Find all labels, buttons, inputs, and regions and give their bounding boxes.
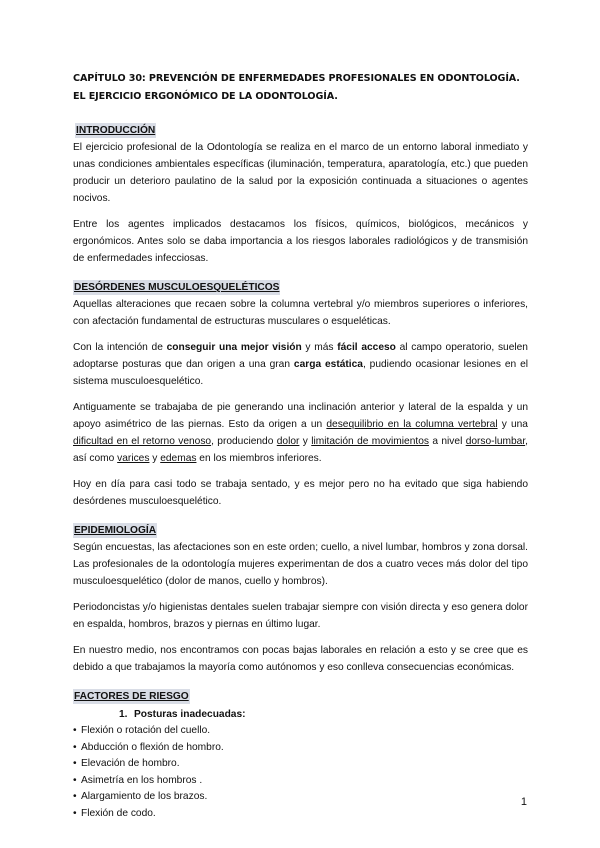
text-run: Con la intención de <box>73 342 167 353</box>
subheading-posturas <box>73 706 528 723</box>
underlined-run: dificultad en el retorno venoso <box>73 436 212 447</box>
underlined-run: edemas <box>160 453 197 464</box>
msk-paragraph-3 <box>73 399 528 467</box>
document-page <box>73 70 528 823</box>
underlined-run: limitación de movimientos <box>311 436 429 447</box>
epi-paragraph-3: En nuestro medio, nos encontramos con pocas bajas laborales en relación a esto y se cree que es debido a que trabajamos la mayoría como autónomos y eso conlleva consecuencias económicas. <box>73 645 528 673</box>
bold-run: conseguir una mejor visión <box>166 342 302 353</box>
text-run: , pudiendo ocasionar lesiones en el sistema musculoesquelético. <box>73 359 528 387</box>
text-run: , produciendo <box>211 436 277 447</box>
text-run: y <box>149 453 161 464</box>
section-factores-riesgo <box>73 688 528 823</box>
list-item: • Asimetría en los hombros . <box>73 773 528 790</box>
intro-paragraph-1: El ejercicio profesional de la Odontología se realiza en el marco de un entorno laboral inmediato y unas condiciones ambientales específicas (iluminación, temperatura, aparatología, etc.) que pueden producir un deterioro paulatino de la salud por la exposición continuada a situaciones o agentes nocivos. <box>73 142 528 204</box>
heading-desordenes: DESÓRDENES MUSCULOESQUELÉTICOS <box>74 282 280 293</box>
intro-paragraph-2: Entre los agentes implicados destacamos los físicos, químicos, biológicos, mecánicos y ergonómicos. Antes solo se daba importancia a los riesgos laborales radiológicos y de transmisión de enfermedades infecciosas. <box>73 219 528 264</box>
page-number: 1 <box>520 796 527 808</box>
underlined-run: desequilibrio en la columna vertebral <box>326 419 498 430</box>
text-run: , así como <box>73 436 528 464</box>
list-item: • Elevación de hombro. <box>73 756 528 773</box>
text-run: y una <box>497 419 528 430</box>
epi-paragraph-1: Según encuestas, las afectaciones son en este orden; cuello, a nivel lumbar, hombros y zona dorsal. Las profesionales de la odontología mujeres experimentan de dos a cuatro veces más dolor del tipo musculoesquelético (dolor de manos, cuello y hombros). <box>73 542 528 587</box>
msk-paragraph-1: Aquellas alteraciones que recaen sobre la columna vertebral y/o miembros superiores o inferiores, con afectación fundamental de estructuras musculares o esqueléticas. <box>73 299 528 327</box>
underlined-run: varices <box>117 453 150 464</box>
text-run: y más <box>301 342 338 353</box>
chapter-title: CAPÍTULO 30: PREVENCIÓN DE ENFERMEDADES PROFESIONALES EN ODONTOLOGÍA. EL EJERCICIO ERGONÓMICO DE LA ODONTOLOGÍA. <box>73 73 520 102</box>
underlined-run: dolor <box>276 436 300 447</box>
text-run: en los miembros inferiores. <box>196 453 322 464</box>
text-run: y <box>299 436 312 447</box>
text-run: a nivel <box>428 436 466 447</box>
list-number: 1. <box>119 709 128 720</box>
text-run: al campo operatorio, suelen adoptarse posturas que dan origen a una gran <box>73 342 528 370</box>
list-item: • Abducción o flexión de hombro. <box>73 740 528 757</box>
list-item: • Alargamiento de los brazos. <box>73 789 528 806</box>
bold-run: carga estática <box>293 359 363 370</box>
msk-paragraph-4: Hoy en día para casi todo se trabaja sentado, y es mejor pero no ha evitado que siga habiendo desórdenes musculoesquelético. <box>73 479 528 507</box>
heading-epidemiologia: EPIDEMIOLOGÍA <box>74 525 157 536</box>
text-run: Antiguamente se trabajaba de pie generando una inclinación anterior y lateral de la espalda y un apoyo asimétrico de las piernas. Esto da origen a un <box>73 402 528 430</box>
heading-introduccion: INTRODUCCIÓN <box>76 125 156 136</box>
section-introduccion <box>73 122 528 267</box>
list-item: • Flexión de codo. <box>73 806 528 823</box>
msk-paragraph-2 <box>73 339 528 390</box>
epi-paragraph-2: Periodoncistas y/o higienistas dentales suelen trabajar siempre con visión directa y eso genera dolor en espalda, hombros, brazos y piernas en último lugar. <box>73 602 528 630</box>
bold-run: fácil acceso <box>337 342 396 353</box>
list-item: • Flexión o rotación del cuello. <box>73 723 528 740</box>
section-desordenes <box>73 279 528 510</box>
subheading-label: Posturas inadecuadas: <box>134 709 246 720</box>
section-epidemiologia <box>73 522 528 676</box>
heading-factores-riesgo: FACTORES DE RIESGO <box>74 691 189 702</box>
underlined-run: dorso-lumbar <box>465 436 526 447</box>
risk-bullet-list <box>73 723 528 823</box>
